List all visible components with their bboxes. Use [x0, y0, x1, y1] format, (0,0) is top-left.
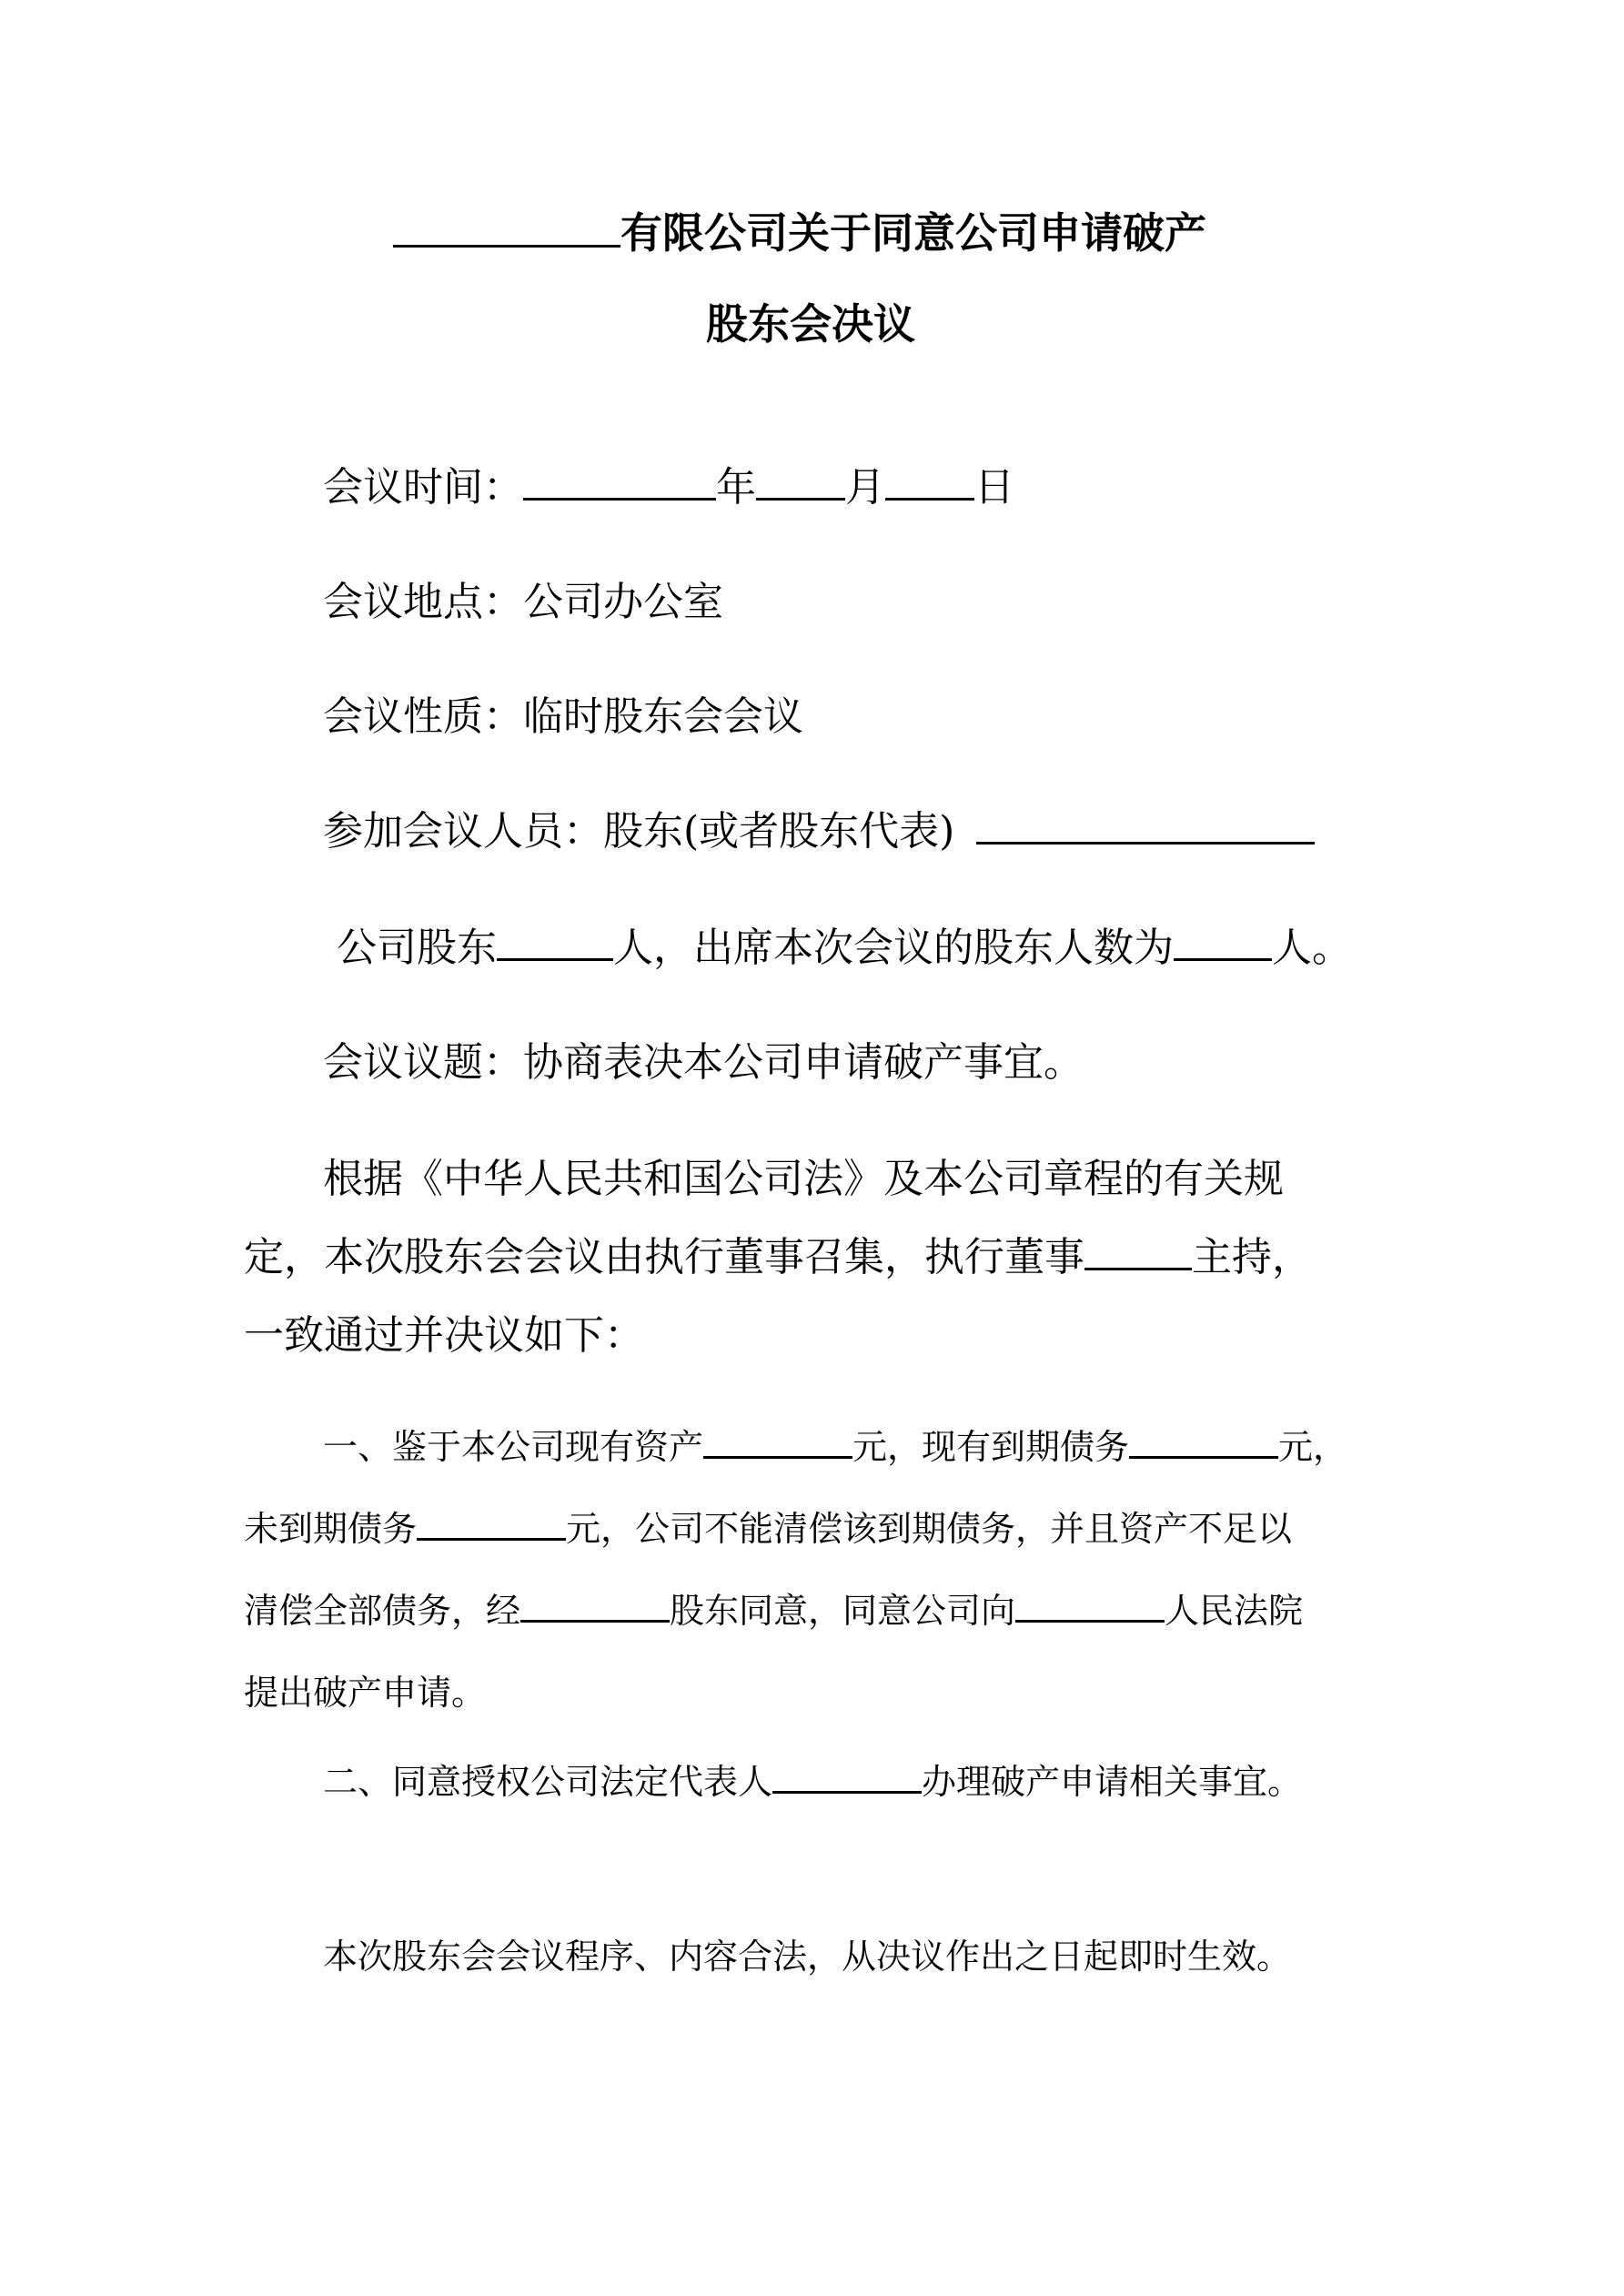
attendees-line: 参加会议人员：股东(或者股东代表) [323, 806, 1315, 857]
consent-shareholders-blank [520, 1591, 670, 1623]
para1-line-3: 一致通过并决议如下： [244, 1312, 644, 1359]
attendee-count-blank [1174, 924, 1272, 961]
attendees-blank [976, 807, 1315, 845]
para1-line-2: 定，本次股东会会议由执行董事召集，执行董事 主持， [244, 1234, 1312, 1280]
title-line-1: 有限公司关于同意公司申请破产 [393, 207, 1206, 258]
month-blank [756, 463, 845, 501]
item1-line-3: 清偿全部债务，经 股东同意，同意公司向 人民法院 [244, 1591, 1304, 1631]
meeting-place: 会议地点：公司办公室 [323, 579, 723, 625]
title-line-2: 股东会决议 [706, 299, 915, 349]
assets-blank [703, 1427, 852, 1459]
court-blank [1015, 1591, 1165, 1623]
meeting-nature: 会议性质：临时股东会会议 [323, 693, 803, 740]
due-debts-blank [1129, 1427, 1278, 1459]
day-blank [885, 463, 974, 501]
company-name-blank [393, 210, 620, 248]
year-blank [523, 463, 716, 501]
closing-line: 本次股东会会议程序、内容合法，从决议作出之日起即时生效。 [323, 1937, 1292, 1977]
meeting-time: 会议时间： 年 月 日 [323, 464, 1014, 511]
meeting-topic: 会议议题：协商表决本公司申请破产事宜。 [323, 1039, 1084, 1086]
item2-line: 二、同意授权公司法定代表人 办理破产申请相关事宜。 [323, 1762, 1303, 1802]
undue-debts-blank [417, 1509, 566, 1541]
shareholder-count-blank [497, 924, 613, 961]
item1-line-1: 一、鉴于本公司现有资产 元，现有到期债务 元， [323, 1427, 1348, 1467]
para1-line-1: 根据《中华人民共和国公司法》及本公司章程的有关规 [323, 1156, 1284, 1202]
director-blank [1084, 1233, 1192, 1270]
legal-rep-blank [772, 1762, 922, 1794]
item1-line-4: 提出破产申请。 [244, 1673, 487, 1713]
item1-line-2: 未到期债务 元，公司不能清偿该到期债务，并且资产不足以 [244, 1509, 1293, 1549]
shareholders-line: 公司股东 人，出席本次会议的股东人数为 人。 [337, 925, 1352, 971]
